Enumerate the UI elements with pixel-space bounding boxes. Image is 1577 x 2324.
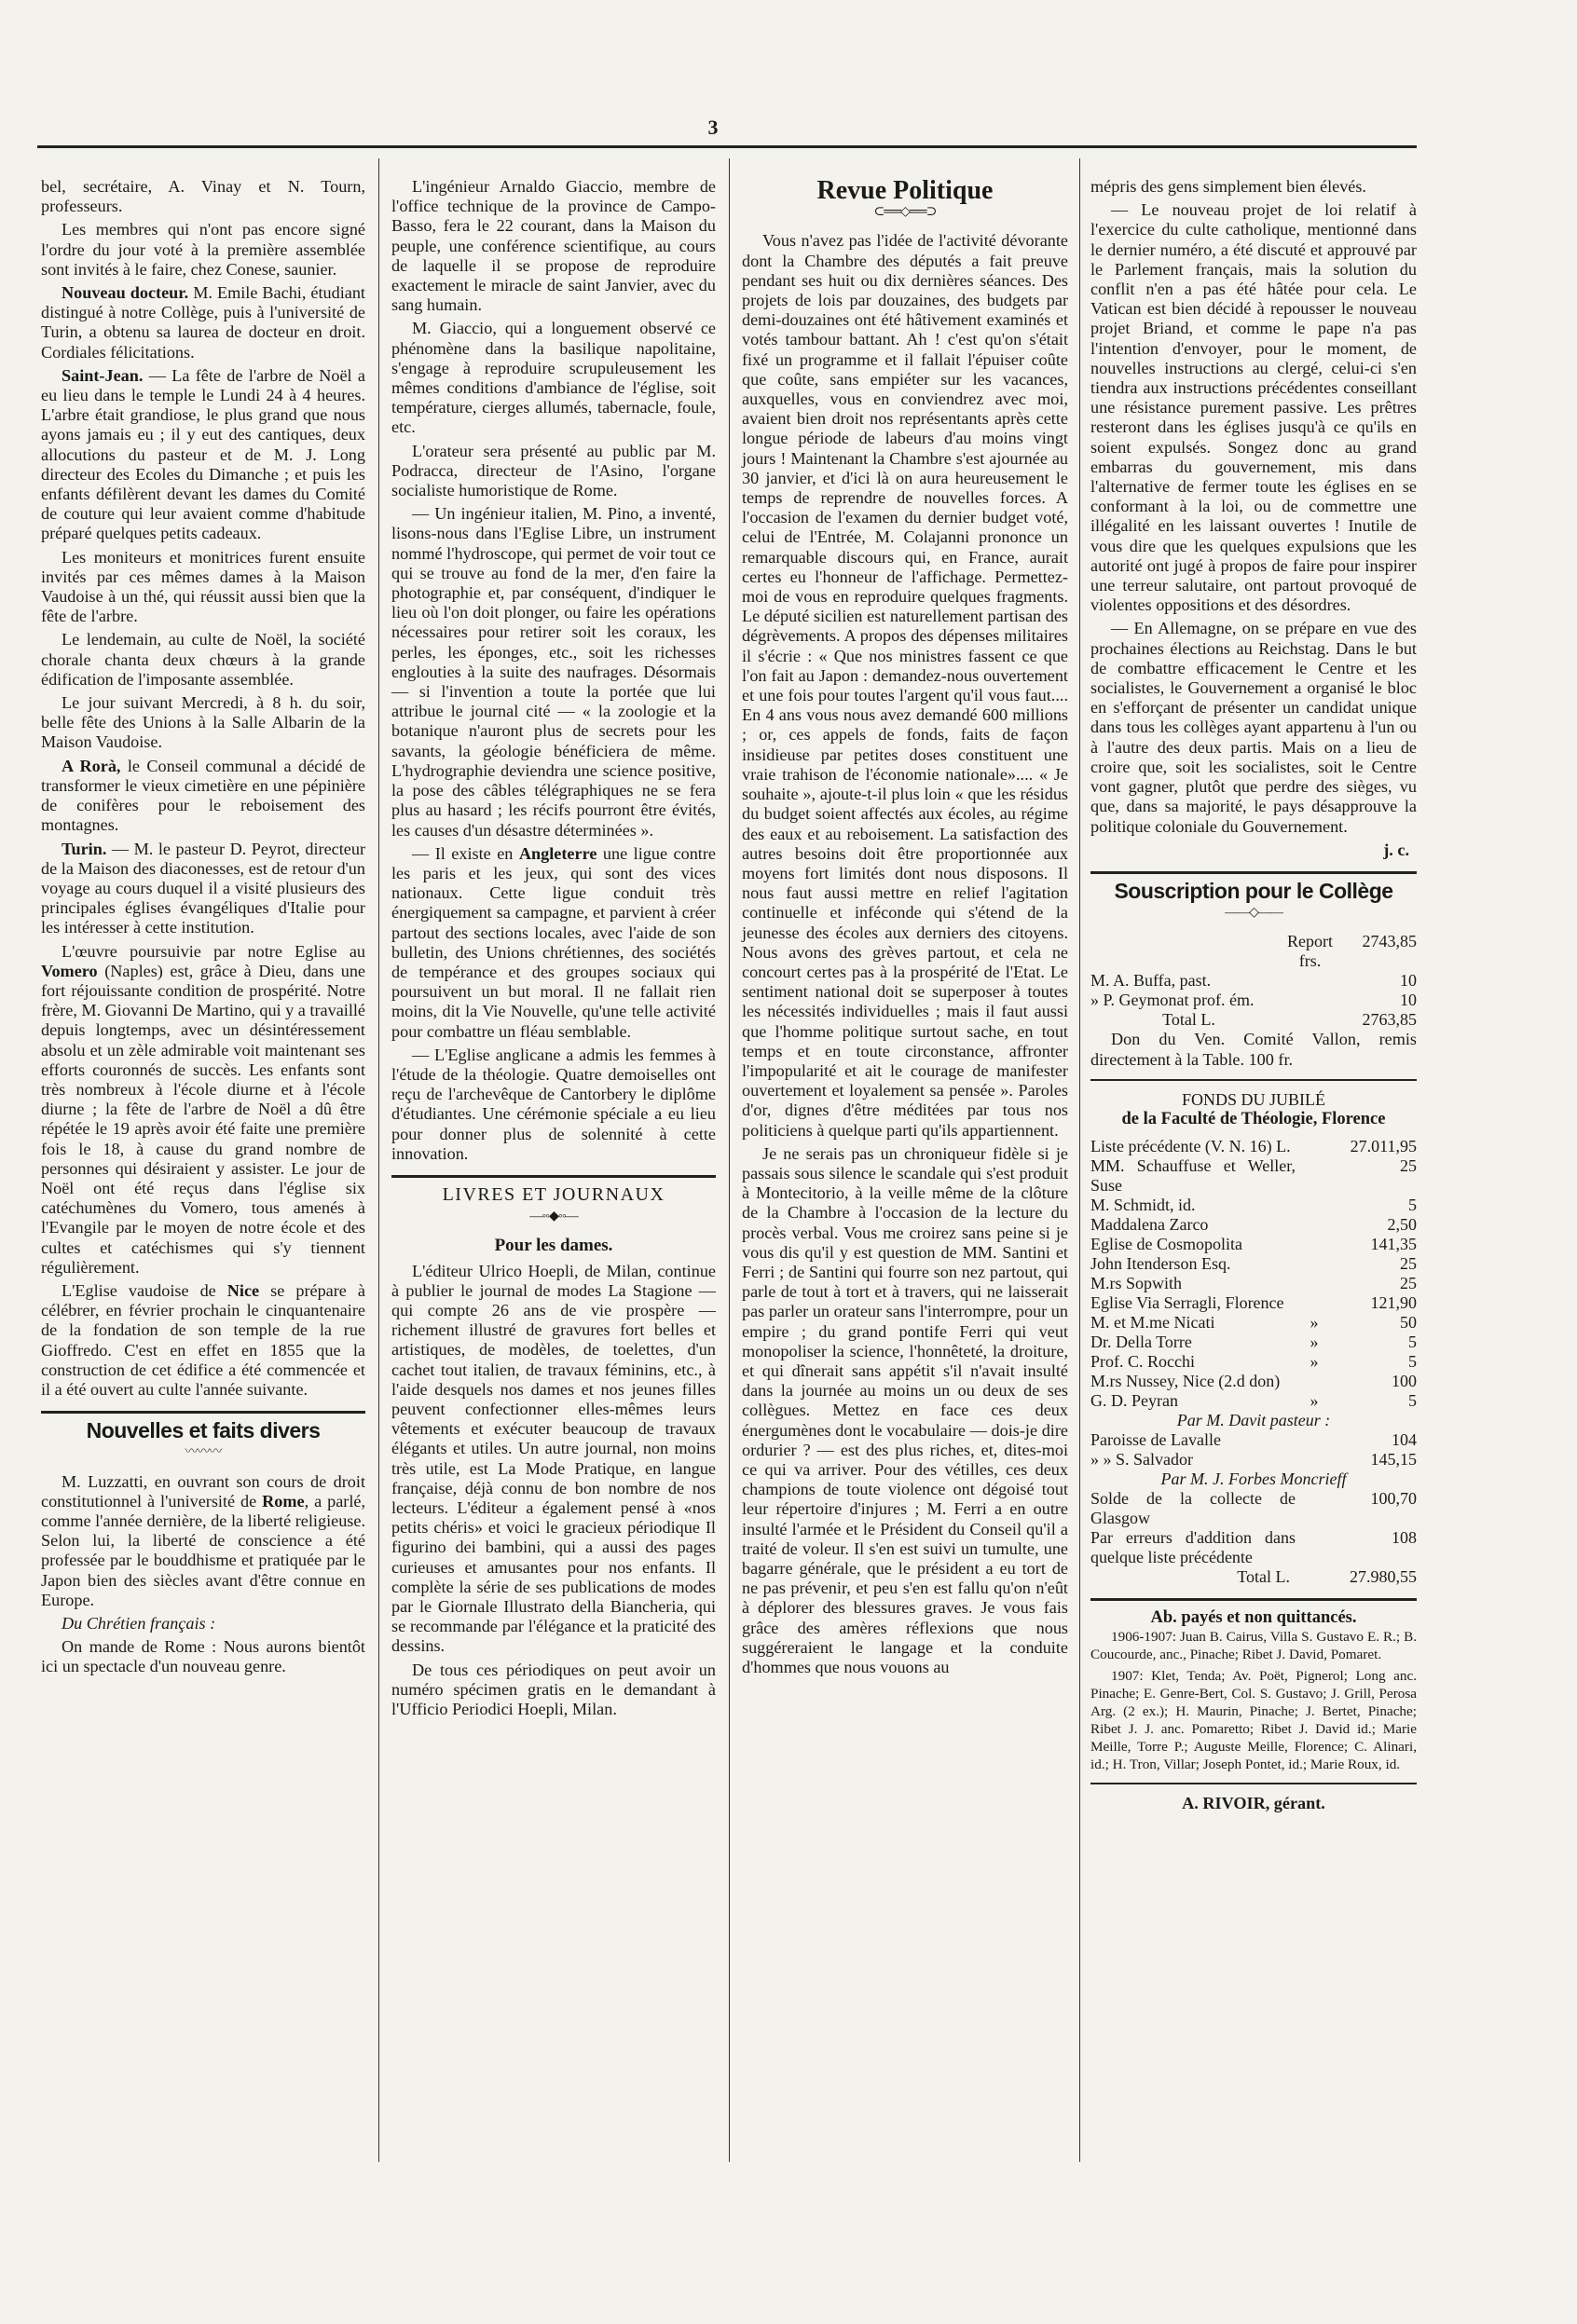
row-amount: 2743,85	[1362, 932, 1417, 951]
row-amount: 121,90	[1370, 1293, 1417, 1313]
page-number: 3	[707, 116, 719, 139]
row-name: Paroisse de Lavalle	[1090, 1430, 1221, 1450]
row-mid: »	[1310, 1352, 1319, 1372]
row-name: Prof. C. Rocchi	[1090, 1352, 1195, 1372]
subscription-table	[1090, 932, 1417, 1030]
row-mid	[1296, 1274, 1333, 1293]
row-amount: 5	[1408, 1196, 1417, 1215]
paragraph: Vous n'avez pas l'idée de l'activité dévorante dont la Chambre des députés a fait preuve pendant ses huit ou dix dernières séances. Des projets de lois par douzaines, des budgets par demi-douzaines ont été hâtivement examinés et votés tambour battant. Ah ! c'est qu'on s'était fixé un programme et il fallait l'épuiser coûte que coûte, sans empiéter sur les vacances, auxquelles, vous en conviendrez avec moi, avaient bien droit nos représentants après cette longue période de labeurs d'au moins vingt jours ! Maintenant la Chambre s'est ajournée au 30 janvier, et d'ici là on aura heureusement le temps de reprendre de nouvelles forces. A l'occasion de l'examen du dernier budget voté, celui de l'Entrée, M. Colajanni prononce un remarquable discours qui, en France, aurait certes eu l'honneur de l'affichage. Permettez-moi de vous en reproduire quelques fragments. Le député sicilien est naturellement partisan des dégrèvements. A propos des dépenses militaires il s'écrie : « Que nos ministres fassent ce que l'on fait au Japon : demandez-nous ouvertement et une fois pour toutes l'argent qu'il vous faut.... En 4 ans vous nous avez demandé 600 millions ; or, ces appels de fonds, faits de façon insidieuse par petites doses constituent une vraie trahison de l'économie nationale».... « Je souhaite », ajoute-t-il plus loin « que les résidus du budget soient affectés aux écoles, au régime des eaux et au reboisement. La satisfaction des autres besoins doit être proportionnée aux moyens fort limités dont nous disposons. Il nous faut aussi mettre en relief l'agitation continuelle et inféconde qui s'étend de la jeunesse des écoles aux derniers des citoyens. Nous avons des grèves partout, et cela ne concourt certes pas à la prospérité de l'Etat. Le sentiment national doit se superposer à toutes les nécessités individuelles ; mais il faut aussi que l'homme politique surtout sache, en tout temps et en toute circonstance, affronter l'impopularité et ait le courage de manifester ouvertement et loyalement sa pensée ». Paroles d'or, dignes d'être méditées par tous nos politiciens à quelque parti qu'ils appartiennent.	[742, 231, 1068, 1140]
row-mid	[1287, 971, 1333, 991]
column-1	[41, 177, 365, 1681]
item-text: M. Luzzatti, en ouvrant son cours de droit constitutionnel à l'université de	[41, 1471, 365, 1511]
item-heading: A Rorà,	[62, 756, 121, 775]
paragraph: L'orateur sera présenté au public par M. Podracca, directeur de l'Asino, l'organe socialiste humoristique de Rome.	[391, 441, 716, 500]
paragraph: Les moniteurs et monitrices furent ensuite invités par ces mêmes dames à la Maison Vaudoise à un thé, qui réussit aussi bien que la fête de l'arbre.	[41, 547, 365, 626]
row-mid: »	[1310, 1333, 1319, 1352]
row-amount: 25	[1400, 1254, 1417, 1274]
table-row	[1090, 932, 1417, 971]
row-amount: 145,15	[1370, 1450, 1417, 1470]
row-amount: 10	[1400, 991, 1417, 1010]
ornament: —◦◦◆◦◦—	[529, 1210, 578, 1224]
row-amount: 104	[1392, 1430, 1417, 1450]
item-heading: Nice	[226, 1280, 260, 1300]
row-mid	[1296, 1196, 1333, 1215]
section-title: Nouvelles et faits divers	[86, 1418, 321, 1443]
paragraph: bel, secrétaire, A. Vinay et N. Tourn, professeurs.	[41, 177, 365, 216]
total-label: Total L.	[1162, 1010, 1215, 1030]
row-mid	[1296, 1372, 1333, 1391]
column-divider	[378, 158, 379, 2162]
row-amount: 5	[1408, 1352, 1417, 1372]
item-body: M. Emile Bachi, étudiant distingué à notre Collège, puis à l'université de Turin, a obtenu sa laurea de docteur en droit. Cordiales félicitations.	[41, 283, 365, 362]
table-row	[1090, 1372, 1417, 1391]
news-item	[41, 840, 365, 938]
news-item	[41, 1472, 365, 1610]
row-amount: 10	[1400, 971, 1417, 991]
table-row	[1090, 1489, 1417, 1528]
row-name: G. D. Peyran	[1090, 1391, 1178, 1411]
row-name: » » S. Salvador	[1090, 1450, 1193, 1470]
table-row	[1090, 1254, 1417, 1274]
table-row	[1090, 1391, 1417, 1411]
fonds-table	[1090, 1137, 1417, 1587]
section-rule	[1090, 1079, 1417, 1081]
news-item	[41, 757, 365, 836]
row-mid	[1296, 1293, 1333, 1313]
total-row	[1090, 1010, 1417, 1030]
paragraph: On mande de Rome : Nous aurons bientôt ici un spectacle d'un nouveau genre.	[41, 1637, 365, 1676]
row-amount: 108	[1392, 1528, 1417, 1548]
table-row	[1090, 1156, 1417, 1196]
row-mid	[1296, 1528, 1333, 1567]
ab-paragraph: 1907: Klet, Tenda; Av. Poët, Pignerol; Long anc. Pinache; E. Genre-Bert, Col. S. Gustavo; J. Grill, Perosa Arg. (2 ex.); H. Maurin, Pinache; J. Bertet, Pinache; Ribet J. J. anc. Pomaretto; Ribet J. David id.; Marie Meille, Torre P.; Auguste Meille, Florence; C. Alinari, id.; H. Tron, Villar; Joseph Pontet, id.; Marie Roux, id.	[1090, 1668, 1417, 1773]
fonds-subtitle: de la Faculté de Théologie, Florence	[1121, 1109, 1386, 1128]
table-row	[1090, 1235, 1417, 1254]
row-amount: 25	[1400, 1274, 1417, 1293]
table-row	[1090, 1215, 1417, 1235]
row-name: Eglise Via Serragli, Florence	[1090, 1293, 1284, 1313]
total-amount: 27.980,55	[1350, 1567, 1417, 1587]
row-amount: 5	[1408, 1333, 1417, 1352]
ab-paragraph: 1906-1907: Juan B. Cairus, Villa S. Gustavo E. R.; B. Coucourde, anc., Pinache; Ribet J. David, Pomaret.	[1090, 1629, 1417, 1663]
section-rule	[41, 1411, 365, 1414]
column-4	[1090, 177, 1417, 1814]
table-row	[1090, 1333, 1417, 1352]
row-name: M. et M.me Nicati	[1090, 1313, 1215, 1333]
total-label: Total L.	[1237, 1567, 1290, 1587]
section-title: LIVRES ET JOURNAUX	[442, 1183, 665, 1205]
gerant: A. RIVOIR, gérant.	[1182, 1794, 1325, 1813]
item-heading: Angleterre	[518, 843, 597, 863]
table-row	[1090, 1528, 1417, 1567]
signature: j. c.	[1383, 840, 1409, 859]
row-name: M.rs Nussey, Nice (2.d don)	[1090, 1372, 1281, 1391]
news-item	[41, 942, 365, 1278]
table-row	[1090, 1450, 1417, 1470]
column-3	[742, 177, 1068, 1681]
row-mid: »	[1310, 1313, 1319, 1333]
row-amount: 141,35	[1370, 1235, 1417, 1254]
item-body: (Naples) est, grâce à Dieu, dans une fort réjouissante condition de prospérité. Notre frère, M. Giovanni De Martino, qui y a travaillé depuis longtemps, avec un désintéressement absolu et un zèle admirable voit maintenant ses efforts couronnés de succès. Les enfants sont très nombreux à l'école diurne et à l'école diurne ; la fête de l'arbre de Noël a dû être répétée le 19 après avoir été faite une première fois le 18, à cause du grand nombre de personnes qui désiraient y assister. Le jour de Noël ont été reçus dans l'église six catéchumènes du Vomero, tous amenés à l'Evangile par le moyen de notre école et des cultes et catéchismes qui s'y tiennent régulièrement.	[41, 961, 365, 1277]
row-name: » P. Geymonat prof. ém.	[1090, 991, 1255, 1010]
row-mid	[1296, 1489, 1333, 1528]
item-heading: Turin.	[62, 839, 107, 858]
table-row	[1090, 1293, 1417, 1313]
section-title: Revue Politique	[816, 176, 994, 205]
section-rule	[1090, 871, 1417, 874]
table-row	[1090, 1137, 1417, 1156]
paragraph: L'éditeur Ulrico Hoepli, de Milan, continue à publier le journal de modes La Stagione — qui compte 26 ans de vie prospère — richement illustré de gravures fort belles et artistiques, de modèles, de toelettes, d'un cachet tout italien, de travaux féminins, etc., à l'aide desquels nos dames et nos jeunes filles peuvent confectionner elles-mêmes leurs vêtements et exécuter beaucoup de travaux élégants et utiles. Un autre journal, non moins très utile, est La Mode Pratique, en langue française, déjà connu de bon nombre de nos lecteurs. L'éditeur a également pensé à «nos petits chéris» et voici le gracieux périodique Il figurino dei bambini, qui a aussi des pages curieuses et amusantes pour nos enfants. Il complète la série de ses publications de modes par le Giornale Illustrato della Biancheria, qui se recommande par l'élégance et la praticité des dessins.	[391, 1261, 716, 1656]
ab-title: Ab. payés et non quittancés.	[1150, 1608, 1357, 1628]
row-mid	[1287, 991, 1333, 1010]
row-amount: 2,50	[1387, 1215, 1417, 1235]
row-name: Par erreurs d'addition dans quelque liste précédente	[1090, 1528, 1296, 1567]
row-mid	[1296, 1235, 1333, 1254]
paragraph: mépris des gens simplement bien élevés.	[1090, 177, 1366, 196]
paragraph: — L'Eglise anglicane a admis les femmes à l'étude de la théologie. Quatre demoiselles ont reçu de l'archevêque de Cantorbery le diplôme d'étudiantes. Une cérémonie spéciale a eu lieu pour donner plus de solennité à cette innovation.	[391, 1045, 716, 1163]
fonds-by: Par M. J. Forbes Moncrieff	[1160, 1470, 1347, 1489]
news-item	[41, 283, 365, 362]
row-mid: Report frs.	[1287, 932, 1333, 971]
row-name: Maddalena Zarco	[1090, 1215, 1209, 1235]
row-mid	[1296, 1254, 1333, 1274]
paragraph: — Le nouveau projet de loi relatif à l'exercice du culte catholique, mentionné dans le dernier numéro, a été discuté et approuvé par le Parlement français, mais la solution du conflit n'en a pas été hâtée pour cela. Le Vatican est bien décidé à repousser le nouveau projet Briand, et comme le pape n'a pas l'intention d'envoyer, pour le moment, de nouvelles instructions au clergé, celui-ci s'en tiendra aux instructions précédentes conseillant une résistance purement passive. Les prêtres resteront dans les églises jusqu'à ce qu'ils en soient expulsés. Songez donc au grand embarras du gouvernement, mis dans l'alternative de fermer toute les églises en se conformant à la loi, ou de commettre une illégalité en les laissant ouvertes ! Inutile de vous dire que les quelques expulsions que les autorité ont jugé à propos de faire pour inspirer une terreur salutaire, ont partout provoqué de violentes oppositions et des désordres.	[1090, 200, 1417, 615]
ornament: ——◇——	[1225, 906, 1282, 921]
row-name: Liste précédente (V. N. 16) L.	[1090, 1137, 1291, 1156]
note-amount: 100 fr.	[1248, 1049, 1294, 1069]
ornament: 〰〰〰	[185, 1445, 222, 1460]
item-heading: Nouveau docteur.	[62, 283, 189, 303]
row-name: M.rs Sopwith	[1090, 1274, 1183, 1293]
row-mid: »	[1310, 1391, 1319, 1411]
section-rule	[1090, 1598, 1417, 1601]
row-mid	[1296, 1450, 1333, 1470]
ornament: ⊂══◇══⊃	[873, 205, 937, 220]
row-amount: 100,70	[1370, 1489, 1417, 1509]
item-body: , a parlé, comme l'année dernière, de la liberté religieuse. Selon lui, la liberté de conscience a été professée par le bouddhisme et pratiquée par le Japon bien des siècles avant d'être connue en Europe.	[41, 1491, 365, 1609]
item-text: L'œuvre poursuivie par notre Eglise au	[62, 941, 365, 961]
table-row	[1090, 1352, 1417, 1372]
table-row	[1090, 1274, 1417, 1293]
section-rule	[391, 1175, 716, 1178]
total-amount: 2763,85	[1362, 1010, 1417, 1030]
note-text: Don du Ven. Comité Vallon, remis directement à la Table.	[1090, 1030, 1417, 1069]
row-name: M. Schmidt, id.	[1090, 1196, 1196, 1215]
row-mid	[1296, 1430, 1333, 1450]
row-name: Eglise de Cosmopolita	[1090, 1235, 1242, 1254]
paragraph: Le jour suivant Mercredi, à 8 h. du soir, belle fête des Unions à la Salle Albarin de la Maison Vaudoise.	[41, 693, 365, 752]
row-mid	[1296, 1156, 1333, 1196]
news-item	[391, 844, 716, 1042]
table-row	[1090, 971, 1417, 991]
row-name: John Itenderson Esq.	[1090, 1254, 1231, 1274]
row-amount: 5	[1408, 1391, 1417, 1411]
item-body: se prépare à célébrer, en février prochain le cinquantenaire de la fondation de son temple de la rue Gioffredo. C'est en effet en 1855 que la construction de cet édifice a été commencée et il a été ouvert au culte l'année suivante.	[41, 1280, 365, 1399]
table-row	[1090, 1430, 1417, 1450]
paragraph	[1090, 1030, 1417, 1069]
column-divider	[1079, 158, 1080, 2162]
fonds-by: Par M. Davit pasteur :	[1176, 1411, 1331, 1430]
row-name: MM. Schauffuse et Weller, Suse	[1090, 1156, 1296, 1196]
paragraph: Le lendemain, au culte de Noël, la société chorale chanta deux chœurs à la grande édification de l'imposante assemblée.	[41, 630, 365, 689]
column-divider	[729, 158, 730, 2162]
item-heading: Vomero	[41, 961, 98, 980]
paragraph: Du Chrétien français :	[62, 1614, 216, 1634]
table-row	[1090, 1196, 1417, 1215]
item-body: — M. le pasteur D. Peyrot, directeur de la Maison des diaconesses, est de retour d'un voyage au cours duquel il a visité plusieurs des principales églises évangéliques d'Italie pour les intéresser à cette institution.	[41, 839, 365, 937]
news-item	[41, 1281, 365, 1400]
item-body: une ligue contre les paris et les jeux, qui sont des vices nationaux. Cette ligue conduit très énergiquement sa campagne, et parvient à créer partout des sections locales, avec l'aide de son bulletin, des Unions chrétiennes, des sociétés de tempérance et des groupes sociaux qui poursuivent un but moral. Il ne fallait rien moins, dit la Vie Nouvelle, qu'une telle activité pour combattre un fléau semblable.	[391, 843, 716, 1041]
section-rule	[1090, 1783, 1417, 1784]
paragraph: Les membres qui n'ont pas encore signé l'ordre du jour voté à la première assemblée sont invités à le faire, chez Conese, saunier.	[41, 220, 365, 279]
paragraph: L'ingénieur Arnaldo Giaccio, membre de l'office technique de la province de Campo-Basso, fera le 22 courant, dans la Maison du peuple, une conférence scientifique, au cours de laquelle il se propose de reproduire exactement le miracle de saint Janvier, avec du sang humain.	[391, 177, 716, 315]
table-row	[1090, 1313, 1417, 1333]
row-mid	[1296, 1215, 1333, 1235]
item-heading: Saint-Jean.	[62, 365, 144, 385]
subsection-title: Pour les dames.	[494, 1236, 613, 1256]
row-name: Dr. Della Torre	[1090, 1333, 1192, 1352]
header-rule	[37, 145, 1417, 148]
row-amount: 50	[1400, 1313, 1417, 1333]
section-title: Souscription pour le Collège	[1114, 878, 1393, 903]
paragraph: — En Allemagne, on se prépare en vue des prochaines élections au Reichstag. Dans le but de combattre efficacement le Centre et les socialistes, le Gouvernement a organisé le bloc en s'efforçant de présenter un candidat unique dans tous les collèges ayant appartenu à l'un ou à l'autre des deux partis. Mais on a lieu de croire que, soit les socialistes, soit le Centre vont gagner, plutôt que perdre des sièges, vu que, dans sa majorité, le pays désapprouve la politique coloniale du Gouvernement.	[1090, 619, 1417, 836]
row-amount: 100	[1392, 1372, 1417, 1391]
item-heading: Rome	[262, 1491, 305, 1511]
paragraph: Je ne serais pas un chroniqueur fidèle si je passais sous silence le scandale qui s'est produit à Montecitorio, à la veille même de la clôture de la Chambre à l'occasion de la lecture du procès verbal. Vous me croirez sans peine si je vous dis qu'il y est question de MM. Santini et Ferri ; de Santini qui fourre son nez partout, qui parle de tout à tort et à travers, qui ne laisserait pas parler un orateur sans l'interrompre, pour un empire ; du grand pontife Ferri qui veut monopoliser la science, l'honnêteté, la droiture, et qui dînerait sans appétit s'il n'avait insulté dans la journée au moins un ou deux de ses collègues. Mettez en face ces deux énergumènes dont le vocabulaire — dois-je dire ordurier ? — est des plus riches, et, dites-moi ce qui va arriver. Pour des vétilles, ces deux champions de toute violence ont dégoisé tout leur répertoire d'injures ; M. Ferri a en outre insulté l'armée et le Président du Conseil qu'il a traité de voleur. Il s'en est suivi un tumulte, une bagarre générale, que le président a eu tort de ne pas prévenir, et peu s'en est fallu qu'on n'eût à déplorer des blessures graves. Je vous fais grâce des amères réflexions que nous suggéreraient le langage et la conduite d'hommes que nous vouons au	[742, 1143, 1068, 1677]
row-name: M. A. Buffa, past.	[1090, 971, 1212, 991]
paragraph: — Un ingénieur italien, M. Pino, a inventé, lisons-nous dans l'Eglise Libre, un instrument nommé l'hydroscope, qui permet de voir tout ce qui se trouve au fond de la mer, d'en faire la photographie et, par conséquent, d'indiquer le lieu où l'on doit plonger, ou faire les opérations nécessaires pour retirer soit les coraux, les perles, les éponges, etc., soit les richesses englouties à la suite des naufrages. Désormais — si l'invention a toute la portée que lui attribue le journal cité — « la zoologie et la botanique n'auront plus de secrets pour les savants, la géologie bénéficiera de même. L'hydrographie deviendra une science positive, la pose des câbles télégraphiques ne se fera plus au hasard ; les récifs pourront être évités, les causes d'un désastre déterminées ».	[391, 504, 716, 840]
total-row	[1090, 1567, 1417, 1587]
item-body: — La fête de l'arbre de Noël a eu lieu dans le temple le Lundi 24 à 4 heures. L'arbre était grandiose, le plus grand que nous ayons jamais eu ; il y eut des cantiques, deux allocutions du pasteur et de M. J. Long directeur des Ecoles du Dimanche ; et puis les enfants défilèrent devant les dames du Comité de couture qui leur avaient comme d'habitude préparé quelques petits cadeaux.	[41, 365, 365, 543]
item-text: L'Eglise vaudoise de	[62, 1280, 227, 1300]
paragraph: M. Giaccio, qui a longuement observé ce phénomène dans la basilique napolitaine, s'engage à reproduire scrupuleusement les mêmes conditions d'ambiance de l'église, soit température, cierges allumés, tabernacle, foule, etc.	[391, 319, 716, 437]
item-body: le Conseil communal a décidé de transformer le vieux cimetière en une pépinière de conifères pour le reboisement des montagnes.	[41, 756, 365, 835]
row-amount: 27.011,95	[1350, 1137, 1417, 1156]
item-text: — Il existe en	[412, 843, 519, 863]
fonds-title: FONDS DU JUBILÉ	[1181, 1089, 1325, 1109]
row-amount: 25	[1400, 1156, 1417, 1176]
row-mid	[1296, 1137, 1333, 1156]
table-row	[1090, 991, 1417, 1010]
column-2	[391, 177, 716, 1723]
row-name	[1090, 932, 1287, 971]
paragraph: De tous ces périodiques on peut avoir un numéro spécimen gratis en le demandant à l'Ufficio Periodici Hoepli, Milan.	[391, 1660, 716, 1719]
row-name: Solde de la collecte de Glasgow	[1090, 1489, 1296, 1528]
news-item	[41, 366, 365, 544]
